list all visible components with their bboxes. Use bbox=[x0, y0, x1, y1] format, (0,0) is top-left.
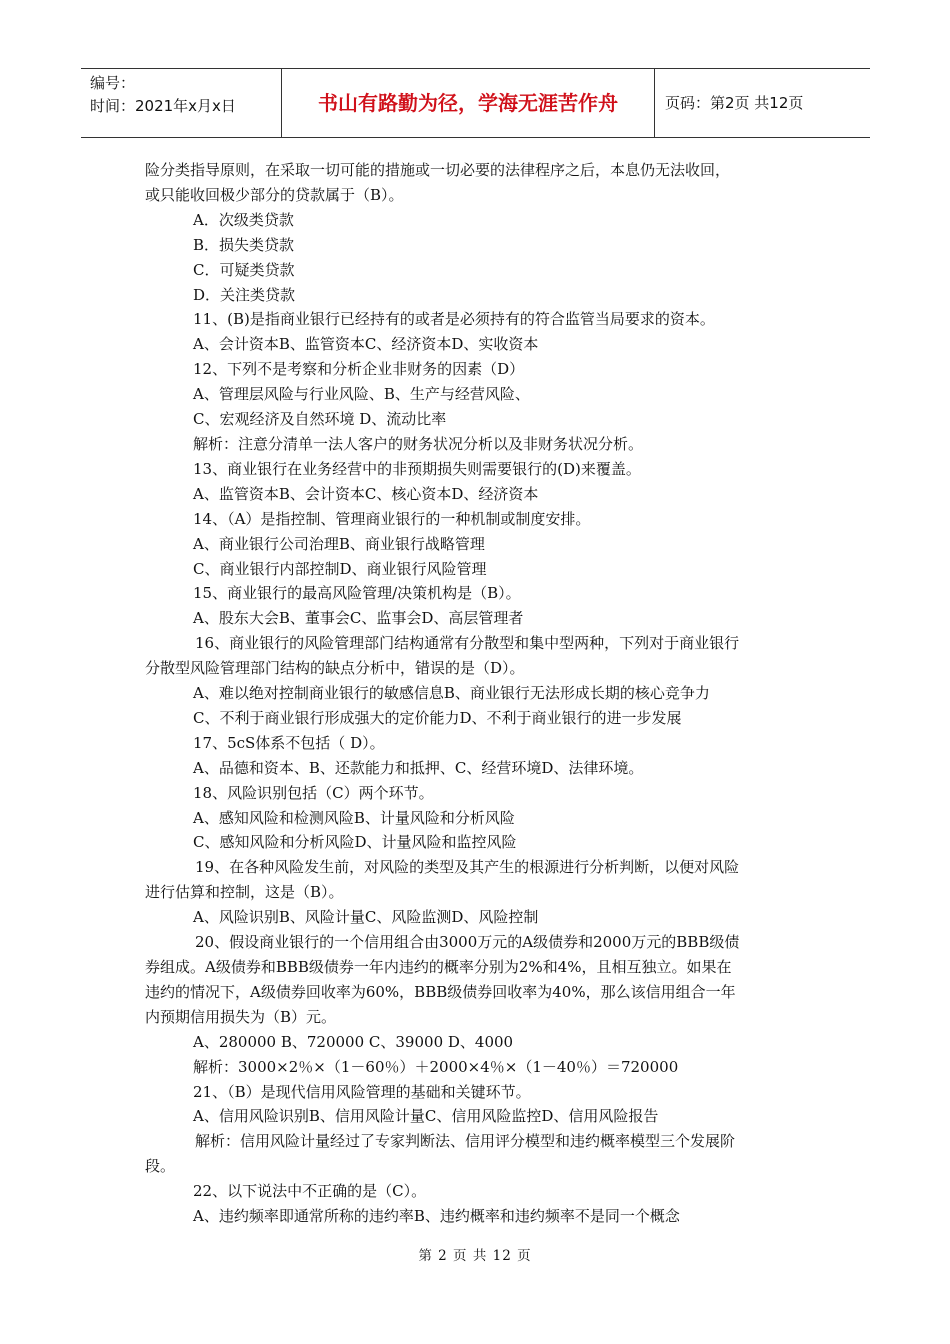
option-line: A、违约频率即通常所称的违约率B、违约概率和违约频率不是同一个概念 bbox=[193, 1207, 680, 1226]
question-line: 12、下列不是考察和分析企业非财务的因素（D） bbox=[193, 360, 525, 379]
option-line: A、商业银行公司治理B、商业银行战略管理 bbox=[193, 534, 485, 553]
analysis-line: 解析：3000×2％×（1－60％）＋2000×4％×（1－40％）＝720000 bbox=[193, 1057, 679, 1076]
question-line: 券组成。A级债券和BBB级债券一年内违约的概率分别为2%和4%，且相互独立。如果在 bbox=[145, 958, 732, 976]
number-label: 编号： bbox=[90, 74, 136, 92]
option-line: C．可疑类贷款 bbox=[193, 260, 295, 279]
header-meta bbox=[81, 69, 282, 137]
question-line: 违约的情况下，A级债券回收率为60%，BBB级债券回收率为40%，那么该信用组合一年 bbox=[145, 982, 736, 1001]
option-line: A、管理层风险与行业风险、B、生产与经营风险、 bbox=[193, 385, 530, 404]
text-line: 或只能收回极少部分的贷款属于（B）。 bbox=[145, 185, 404, 204]
page-header bbox=[81, 68, 870, 138]
analysis-line: 解析：注意分清单一法人客户的财务状况分析以及非财务状况分析。 bbox=[193, 434, 644, 453]
option-line: A．次级类贷款 bbox=[193, 210, 294, 229]
question-line: 19、在各种风险发生前，对风险的类型及其产生的根源进行分析判断，以便对风险 bbox=[195, 858, 740, 877]
question-line: 21、（B）是现代信用风险管理的基础和关键环节。 bbox=[193, 1082, 531, 1101]
analysis-line: 解析：信用风险计量经过了专家判断法、信用评分模型和违约概率模型三个发展阶 bbox=[195, 1132, 736, 1151]
option-line: A、感知风险和检测风险B、计量风险和分析风险 bbox=[193, 808, 515, 827]
header-page-info: 页码：第2页 共12页 bbox=[665, 94, 804, 112]
option-line: A、难以绝对控制商业银行的敏感信息B、商业银行无法形成长期的核心竞争力 bbox=[193, 684, 710, 703]
option-line: A、风险识别B、风险计量C、风险监测D、风险控制 bbox=[193, 908, 539, 927]
header-motto: 书山有路勤为径，学海无涯苦作舟 bbox=[282, 69, 655, 137]
option-line: A、品德和资本、B、还款能力和抵押、C、经营环境D、法律环境。 bbox=[193, 758, 644, 777]
option-line: C、不利于商业银行形成强大的定价能力D、不利于商业银行的进一步发展 bbox=[193, 708, 682, 727]
question-line: 14、（A）是指控制、管理商业银行的一种机制或制度安排。 bbox=[193, 509, 591, 528]
option-line: C、商业银行内部控制D、商业银行风险管理 bbox=[193, 559, 487, 578]
question-line: 16、商业银行的风险管理部门结构通常有分散型和集中型两种，下列对于商业银行 bbox=[195, 634, 740, 653]
option-line: A、信用风险识别B、信用风险计量C、信用风险监控D、信用风险报告 bbox=[193, 1107, 659, 1126]
page-footer: 第 2 页 共 12 页 bbox=[418, 1248, 532, 1264]
time-label: 时间：2021年x月x日 bbox=[90, 97, 236, 115]
text-line: 险分类指导原则，在采取一切可能的措施或一切必要的法律程序之后，本息仍无法收回， bbox=[145, 161, 731, 179]
option-line: B．损失类贷款 bbox=[193, 235, 295, 254]
option-line: A、股东大会B、董事会C、监事会D、高层管理者 bbox=[193, 609, 524, 628]
option-line: C、宏观经济及自然环境 D、流动比率 bbox=[193, 410, 447, 429]
question-line: 内预期信用损失为（B）元。 bbox=[145, 1007, 337, 1026]
option-line: A、280000 B、720000 C、39000 D、4000 bbox=[193, 1032, 514, 1051]
option-line: A、监管资本B、会计资本C、核心资本D、经济资本 bbox=[193, 484, 539, 503]
option-line: C、感知风险和分析风险D、计量风险和监控风险 bbox=[193, 833, 517, 852]
question-line: 11、(B)是指商业银行已经持有的或者是必须持有的符合监管当局要求的资本。 bbox=[193, 310, 715, 329]
document-body bbox=[145, 158, 807, 1229]
question-line: 13、商业银行在业务经营中的非预期损失则需要银行的(D)来覆盖。 bbox=[193, 459, 641, 478]
analysis-line: 段。 bbox=[145, 1157, 176, 1176]
question-line: 22、以下说法中不正确的是（C）。 bbox=[193, 1182, 427, 1201]
question-line: 进行估算和控制，这是（B）。 bbox=[145, 883, 344, 902]
question-line: 18、风险识别包括（C）两个环节。 bbox=[193, 783, 434, 802]
option-line: D．关注类贷款 bbox=[193, 285, 296, 304]
option-line: A、会计资本B、监管资本C、经济资本D、实收资本 bbox=[193, 335, 539, 354]
question-line: 20、假设商业银行的一个信用组合由3000万元的A级债券和2000万元的BBB级债 bbox=[195, 933, 740, 952]
question-line: 15、商业银行的最高风险管理/决策机构是（B）。 bbox=[193, 584, 521, 603]
question-line: 分散型风险管理部门结构的缺点分析中，错误的是（D）。 bbox=[145, 659, 525, 678]
question-line: 17、5cS体系不包括（ D）。 bbox=[193, 733, 385, 752]
